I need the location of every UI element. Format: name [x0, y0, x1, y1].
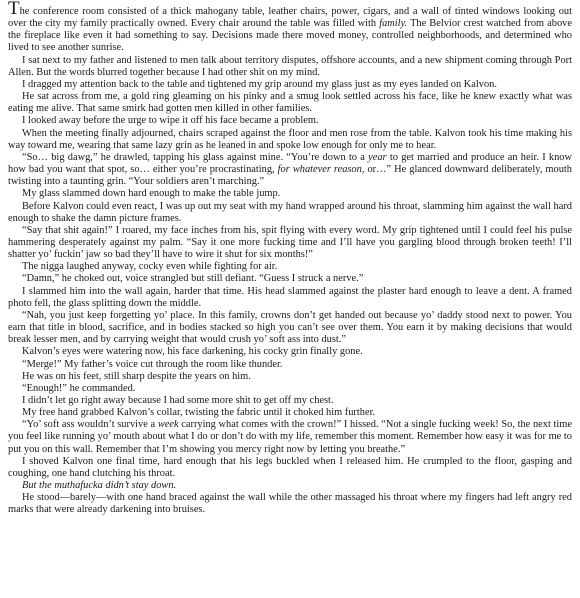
text-segment: I shoved Kalvon one final time, hard enough that his legs buckled when I released him. He crumpled to the floor, gasping and coughing, one hand clutching his throat.: [8, 455, 572, 479]
text-segment: I slammed him into the wall again, harder that time. His head slammed against the plaster hard enough to leave a dent. A framed photo fell, the glass splitting down the middle.: [8, 285, 572, 309]
text-segment: carrying what comes with the crown!” I hissed. “Not a single fucking week! So, the next time you feel like running yo’ mouth about what I do or don’t do with my life, remember this moment. Remember how easy it was for me to put you on this wall. Remember that I’m showing you mercy right now by letting you breathe.”: [8, 419, 572, 455]
italic-text: week: [157, 419, 179, 431]
text-segment: “Merge!” My father’s voice cut through the room like thunder.: [22, 358, 283, 370]
text-segment: “Damn,” he choked out, voice strangled but still defiant. “Guess I struck a nerve.”: [22, 273, 364, 285]
paragraph: [8, 55, 572, 79]
text-segment: “Yo’ soft ass wouldn’t survive a: [22, 419, 158, 431]
text-segment: “So… big dawg,” he drawled, tapping his glass against mine. “You’re down to a: [22, 151, 369, 163]
paragraph: [8, 310, 572, 346]
text-segment: When the meeting finally adjourned, chairs scraped against the floor and men rose from the table. Kalvon took his time making his way toward me, wearing that same lazy grin as he leaned in and spoke low enough for only me to hear.: [8, 127, 572, 151]
paragraph: [8, 273, 572, 285]
text-segment: I sat next to my father and listened to men talk about territory disputes, offshore accounts, and a new shipment coming through Port Allen. But the words blurred together because I had other shit on my mind.: [8, 54, 572, 78]
paragraph: [8, 456, 572, 480]
paragraph: [8, 359, 572, 371]
paragraph: [8, 383, 572, 395]
text-segment: Kalvon’s eyes were watering now, his face darkening, his cocky grin finally gone.: [22, 346, 363, 358]
italic-text: year: [368, 151, 387, 163]
text-segment: My glass slammed down hard enough to make the table jump.: [22, 188, 281, 200]
drop-cap: T: [8, 0, 20, 19]
paragraph: [8, 407, 572, 419]
text-segment: The nigga laughed anyway, cocky even while fighting for air.: [22, 261, 278, 273]
paragraph: [8, 201, 572, 225]
paragraph: [8, 286, 572, 310]
text-segment: He sat across from me, a gold ring gleaming on his pinky and a smug look settled across his face, like he knew exactly what was eating me alive. That same smirk had gotten men killed in other families.: [8, 91, 572, 115]
text-segment: “Nah, you just keep forgetting yo’ place. In this family, crowns don’t get handed out because yo’ daddy stood next to power. You earn that title in blood, sacrifice, and in bodies stacked so high you can’t see over them. You earn it by making decisions that would break lesser men, and by carrying weight that would crush yo’ soft ass into dust.”: [8, 309, 572, 346]
paragraph: [8, 91, 572, 115]
text-segment: “Enough!” he commanded.: [22, 382, 136, 394]
paragraph: [8, 419, 572, 455]
paragraph: [8, 225, 572, 261]
text-segment: I dragged my attention back to the table and tightened my grip around my glass just as my eyes landed on Kalvon.: [22, 78, 497, 90]
italic-text: family.: [379, 18, 408, 30]
paragraph: [8, 115, 572, 127]
text-segment: He was on his feet, still sharp despite the years on him.: [22, 370, 251, 382]
paragraph: [8, 0, 572, 55]
paragraph: [8, 480, 572, 492]
paragraph: [8, 492, 572, 516]
text-segment: My free hand grabbed Kalvon’s collar, twisting the fabric until it choked him further.: [22, 407, 376, 419]
text-segment: or…” He glanced downward deliberately, mouth twisting into a taunting grin. “Your soldiers aren’t marching.”: [8, 164, 572, 188]
text-segment: Before Kalvon could even react, I was up out my seat with my hand wrapped around his throat, slamming him against the wall hard enough to shake the damn picture frames.: [8, 200, 572, 224]
text-segment: “Say that shit again!” I roared, my face inches from his, spit flying with every word. My grip tightened until I could feel his pulse hammering desperately against my palm. “Say it one more fucking time and I’ll have you gargling blood through broken teeth! I’ll shatter yo’ fuckin’ jaw so bad they’ll have to wire it shut for six months!”: [8, 224, 572, 261]
text-segment: He stood—barely—with one hand braced against the wall while the other massaged his throat where my fingers had left angry red marks that were already darkening into bruises.: [8, 492, 572, 516]
text-segment: to get married and produce an heir. I know how bad you want that spot, so… either you’re procrastinating,: [8, 151, 573, 176]
text-segment: The Belvior crest watched from above the fireplace like even it had something to say. Decisions made there moved money, controlled neighborhoods, and determined who lived to see another sunrise.: [8, 18, 572, 54]
text-segment: I didn’t let go right away because I had some more shit to get off my chest.: [22, 395, 334, 406]
italic-text: for whatever reason,: [277, 164, 365, 176]
paragraph: [8, 79, 572, 91]
paragraph: [8, 371, 572, 383]
paragraph: [8, 188, 572, 200]
paragraph: [8, 128, 572, 152]
paragraph: [8, 346, 572, 358]
paragraph: [8, 261, 572, 273]
text-segment: I looked away before the urge to wipe it off his face became a problem.: [22, 115, 319, 127]
paragraph: [8, 152, 572, 188]
text-segment: he conference room consisted of a thick mahogany table, leather chairs, power, cigars, and a wall of tinted windows looking out over the city my family practically owned. Every chair around the table was filled with: [8, 6, 572, 30]
paragraph: [8, 395, 572, 407]
italic-text: But the muthafucka didn’t stay down.: [22, 480, 177, 492]
